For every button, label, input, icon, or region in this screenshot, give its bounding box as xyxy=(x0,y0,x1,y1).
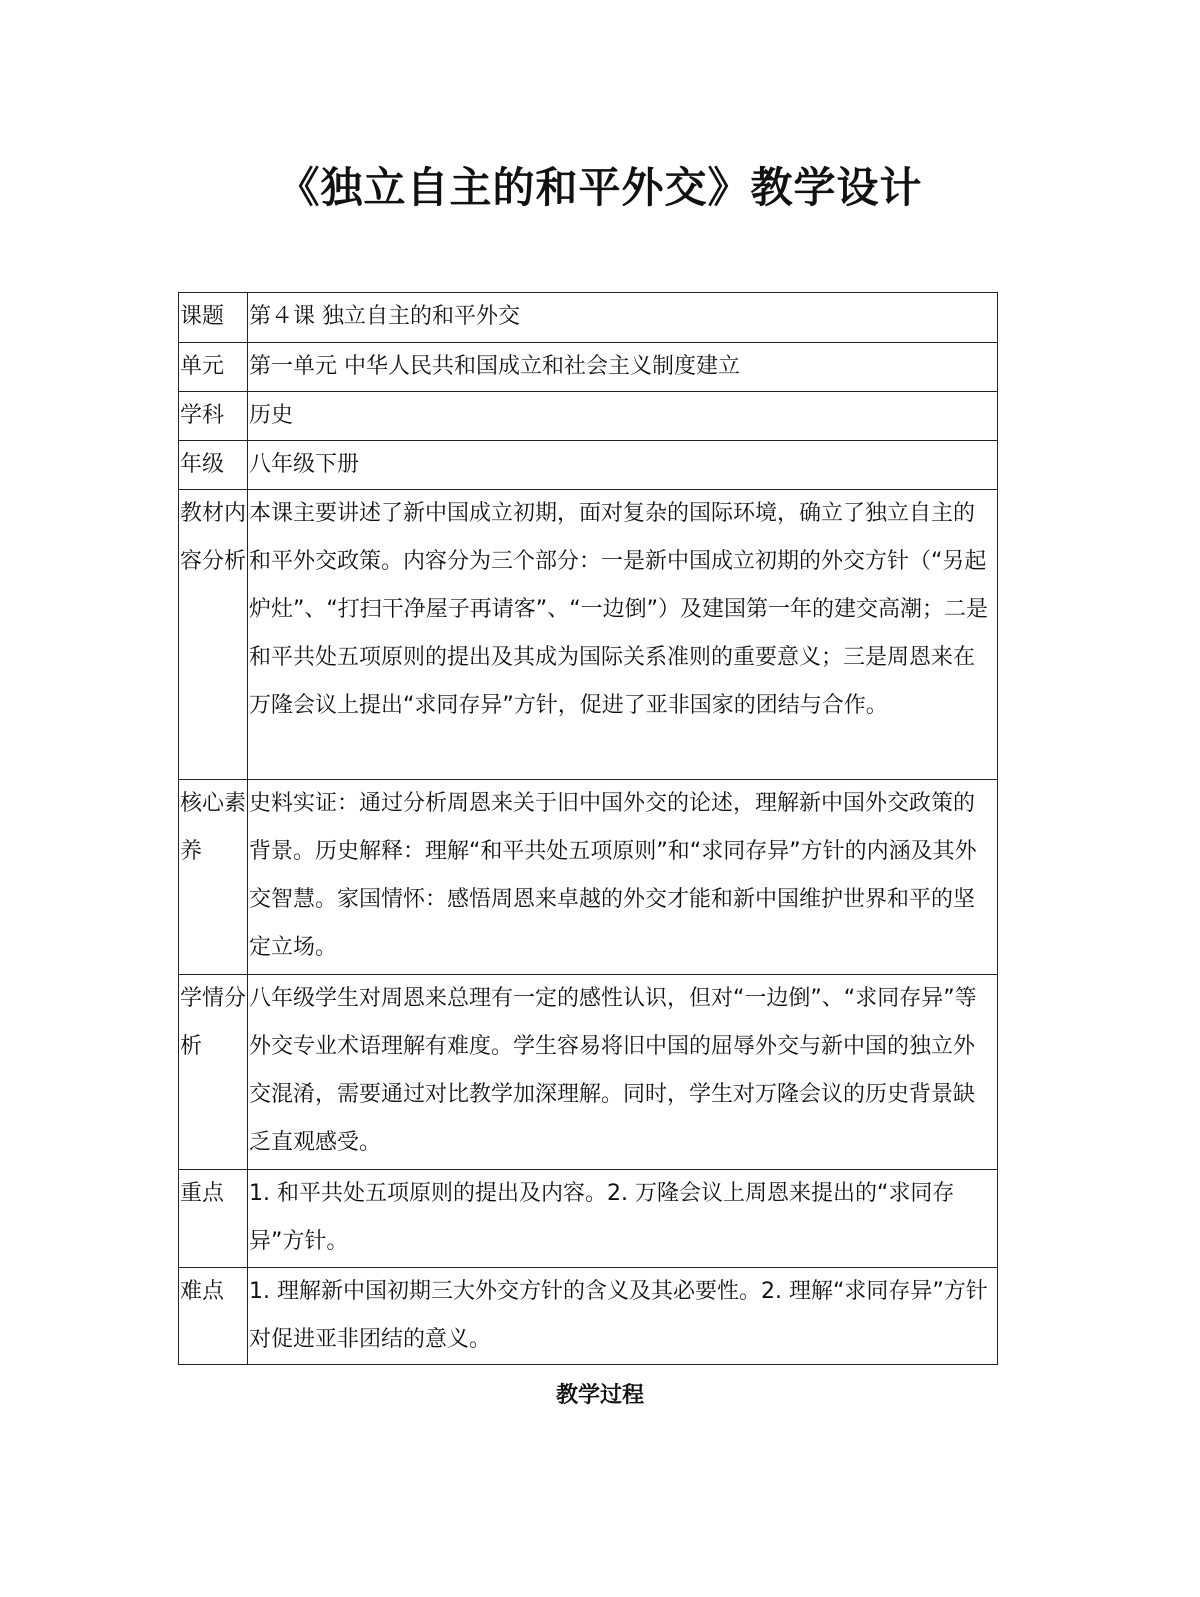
row-value-grade: 八年级下册 xyxy=(248,441,998,490)
row-label-subject: 学科 xyxy=(179,392,248,441)
page-title: 《独立自主的和平外交》教学设计 xyxy=(277,163,923,212)
row-value-content-analysis: 本课主要讲述了新中国成立初期，面对复杂的国际环境，确立了独立自主的和平外交政策。内容分为三个部分：一是新中国成立初期的外交方针（“另起炉灶”、“打扫干净屋子再请客”、“一边倒”）及建国第一年的建交高潮；二是和平共处五项原则的提出及其成为国际关系准则的重要意义；三是周恩来在万隆会议上提出“求同存异”方针，促进了亚非国家的团结与合作。 xyxy=(248,490,998,780)
section-heading: 教学过程 xyxy=(555,1383,644,1408)
table-row xyxy=(179,441,998,490)
row-label-grade: 年级 xyxy=(179,441,248,490)
lesson-info-table xyxy=(178,292,998,1365)
row-value-learner-analysis: 八年级学生对周恩来总理有一定的感性认识，但对“一边倒”、“求同存异”等外交专业术语理解有难度。学生容易将旧中国的屈辱外交与新中国的独立外交混淆，需要通过对比教学加深理解。同时，学生对万隆会议的历史背景缺乏直观感受。 xyxy=(248,975,998,1170)
row-value-unit: 第一单元 中华人民共和国成立和社会主义制度建立 xyxy=(248,343,998,392)
row-value-topic: 第４课 独立自主的和平外交 xyxy=(248,293,998,343)
row-label-difficulties: 难点 xyxy=(179,1268,248,1365)
row-label-key-points: 重点 xyxy=(179,1170,248,1268)
row-label-core-literacy: 核心素养 xyxy=(179,780,248,975)
table-row xyxy=(179,490,998,780)
row-value-key-points: 1. 和平共处五项原则的提出及内容。2. 万隆会议上周恩来提出的“求同存异”方针。 xyxy=(248,1170,998,1268)
table-row xyxy=(179,1170,998,1268)
row-label-topic: 课题 xyxy=(179,293,248,343)
table-row xyxy=(179,343,998,392)
row-label-unit: 单元 xyxy=(179,343,248,392)
table-row xyxy=(179,780,998,975)
table-row xyxy=(179,1268,998,1365)
row-value-subject: 历史 xyxy=(248,392,998,441)
table-row xyxy=(179,293,998,343)
row-label-content-analysis: 教材内容分析 xyxy=(179,490,248,780)
row-value-core-literacy: 史料实证：通过分析周恩来关于旧中国外交的论述，理解新中国外交政策的背景。历史解释：理解“和平共处五项原则”和“求同存异”方针的内涵及其外交智慧。家国情怀：感悟周恩来卓越的外交才能和新中国维护世界和平的坚定立场。 xyxy=(248,780,998,975)
row-value-difficulties: 1. 理解新中国初期三大外交方针的含义及其必要性。2. 理解“求同存异”方针对促进亚非团结的意义。 xyxy=(248,1268,998,1365)
row-label-learner-analysis: 学情分析 xyxy=(179,975,248,1170)
table-row xyxy=(179,392,998,441)
table-row xyxy=(179,975,998,1170)
